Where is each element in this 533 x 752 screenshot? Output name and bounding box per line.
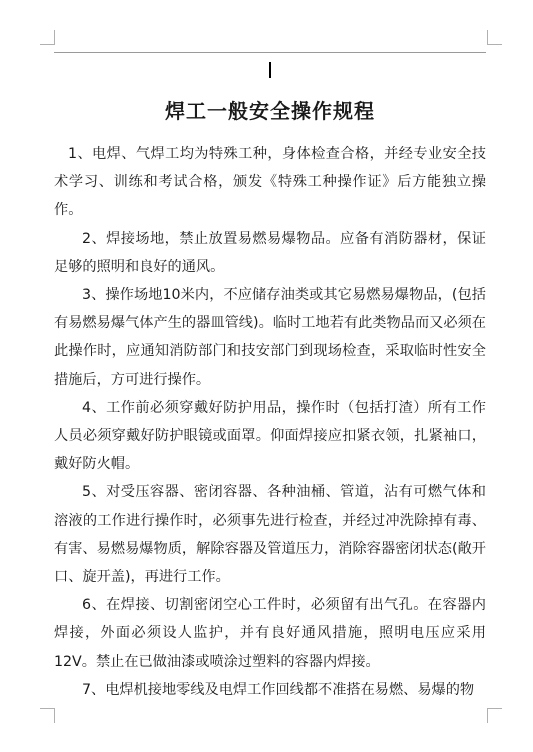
crop-mark-bottom-right [487, 708, 502, 723]
paragraph-3: 3、操作场地10米内，不应储存油类或其它易燃易爆物品，(包括有易燃易爆气体产生的器皿管线)。临时工地若有此类物品而又必须在此操作时，应通知消防部门和技安部门到现场检查，采取临时性安全措施后，方可进行操作。 [54, 287, 486, 388]
text-cursor [269, 62, 271, 78]
paragraph-6: 6、在焊接、切割密闭空心工件时，必须留有出气孔。在容器内焊接，外面必须设人监护，并有良好通风措施，照明电压应采用12V。禁止在已做油漆或喷涂过塑料的容器内焊接。 [54, 597, 486, 670]
paragraph-5: 5、对受压容器、密闭容器、各种油桶、管道，沾有可燃气体和溶液的工作进行操作时，必须事先进行检查，并经过冲洗除掉有毒、有害、易燃易爆物质，解除容器及管道压力，消除容器密闭状态(敞开口、旋开盖)，再进行工作。 [54, 484, 486, 586]
header-divider [54, 52, 486, 53]
paragraph-4: 4、工作前必须穿戴好防护用品，操作时（包括打渣）所有工作人员必须穿戴好防护眼镜或面罩。仰面焊接应扣紧衣领，扎紧袖口，戴好防火帽。 [54, 399, 486, 473]
crop-mark-top-right [487, 30, 502, 45]
paragraph-1: 1、电焊、气焊工均为特殊工种，身体检查合格，并经专业安全技术学习、训练和考试合格，颁发《特殊工种操作证》后方能独立操作。 [54, 146, 486, 219]
document-body[interactable] [54, 140, 486, 704]
crop-mark-top-left [40, 30, 55, 45]
crop-mark-bottom-left [40, 708, 55, 723]
paragraph-2: 2、焊接场地，禁止放置易燃易爆物品。应备有消防器材，保证足够的照明和良好的通风。 [54, 230, 486, 275]
paragraph-7: 7、电焊机接地零线及电焊工作回线都不准搭在易燃、易爆的物 [82, 681, 475, 698]
document-title: 焊工一般安全操作规程 [165, 99, 375, 123]
